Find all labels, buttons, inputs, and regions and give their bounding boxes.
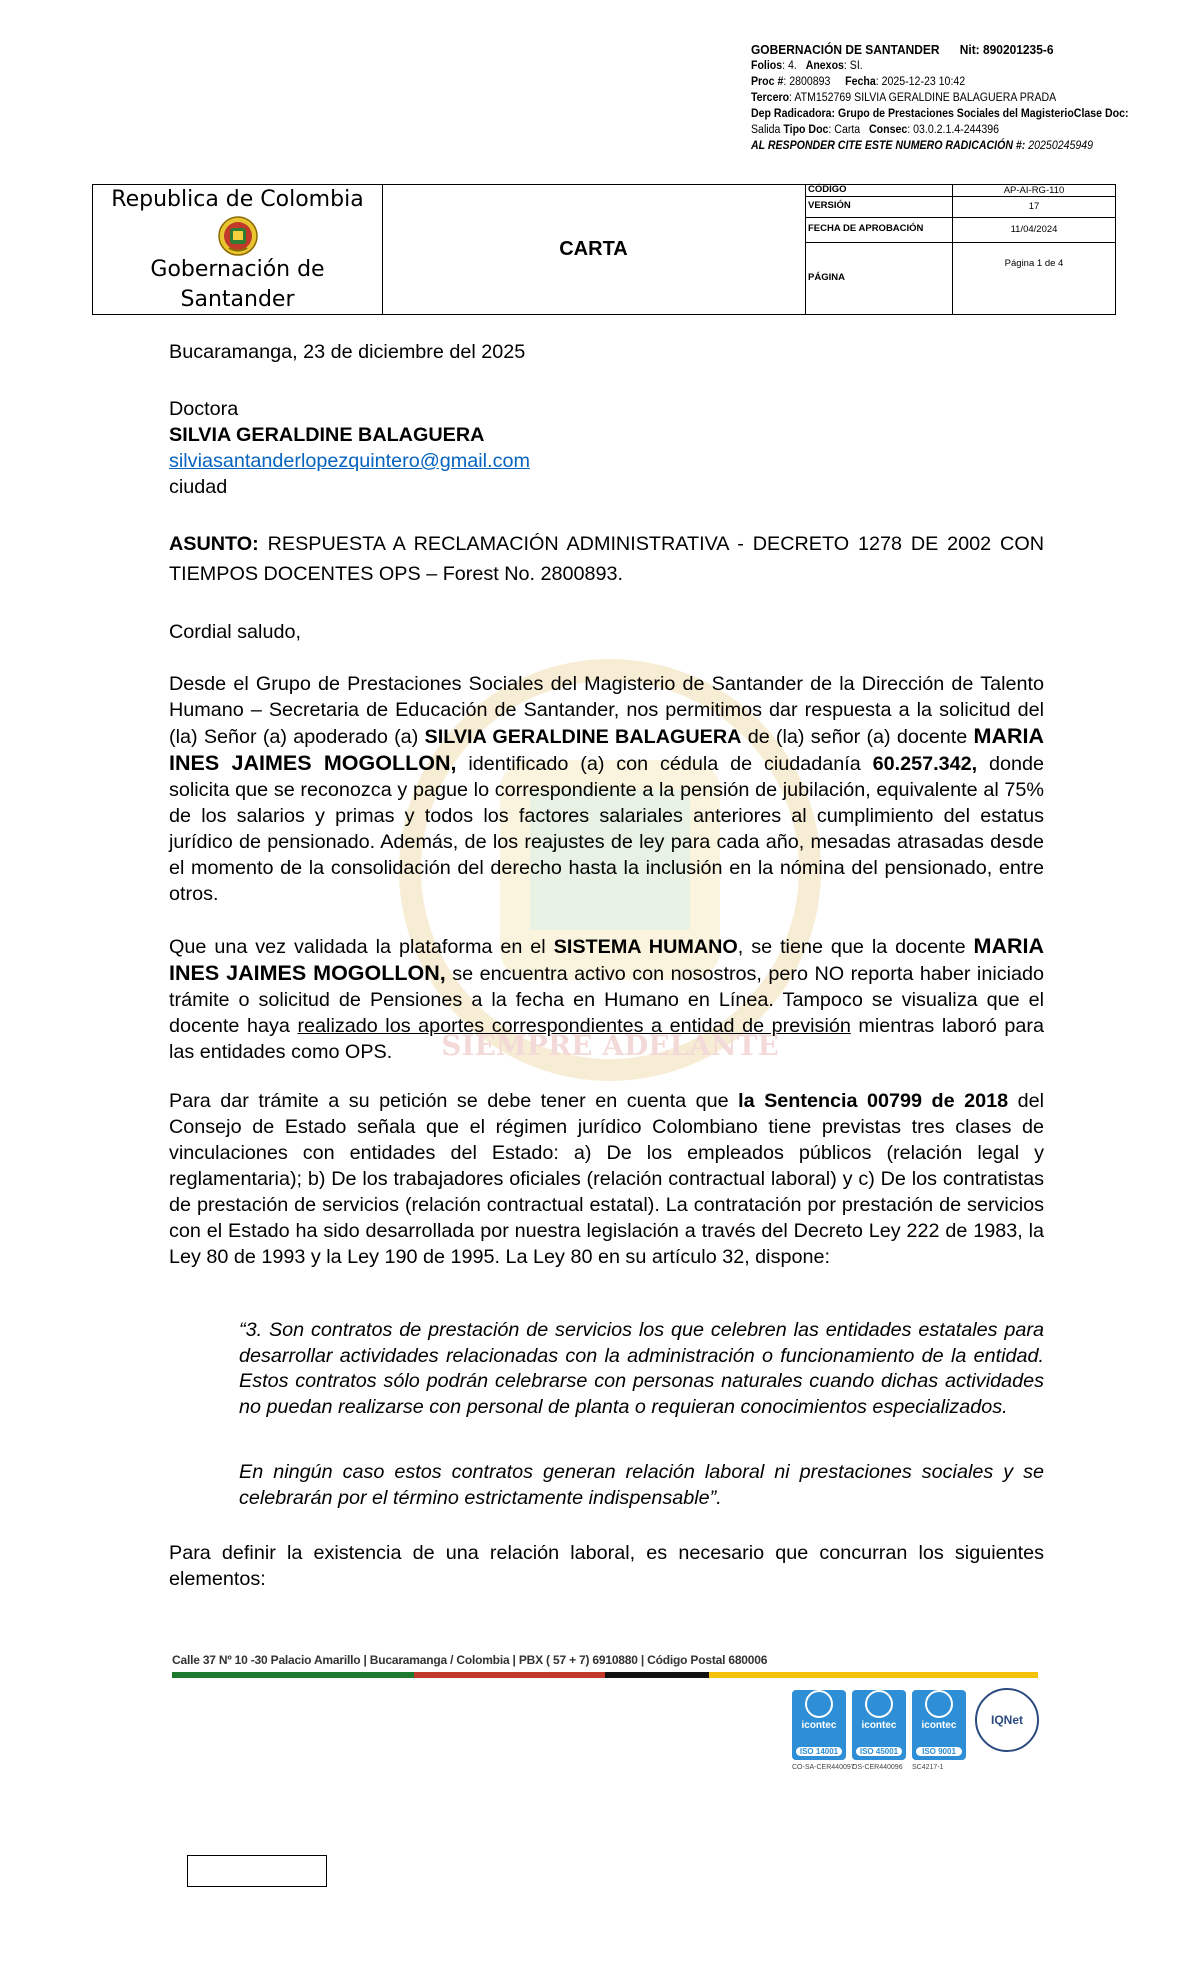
consec-label: Consec (869, 124, 908, 136)
consec-value: 03.0.2.1.4-244396 (913, 124, 999, 136)
stamp-nit: Nit: 890201235-6 (959, 42, 1054, 57)
recipient-name: SILVIA GERALDINE BALAGUERA (169, 424, 485, 446)
header-meta-cell (805, 185, 1115, 314)
quote-paragraph-1: “3. Son contratos de prestación de servicios los que celebren las entidades estatales para desarrollar actividades relacionadas con la administración o funcionamiento de la entidad. Estos contratos sólo podrán celebrarse con personas naturales cuando dichas actividades no puedan realizarse con personal de planta o requieran conocimientos especializados. (239, 1319, 1044, 1418)
cert-iso45001 (852, 1684, 914, 1771)
stripe-black (605, 1672, 709, 1678)
recipient-email-link[interactable]: silviasantanderlopezquintero@gmail.com (169, 450, 530, 472)
paragraph-3 (169, 1088, 1044, 1270)
dep-value: Grupo de Prestaciones Sociales del MagisterioClase Doc: (838, 108, 1129, 120)
p3-sentencia: la Sentencia 00799 de 2018 (738, 1090, 1009, 1112)
coat-of-arms-icon (217, 215, 259, 257)
cite-label: AL RESPONDER CITE ESTE NUMERO RADICACIÓN #: (751, 140, 1026, 152)
subject-paragraph (169, 529, 1044, 589)
pagina-label: PÁGINA (808, 272, 845, 283)
p2-underlined: realizado los aportes correspondientes a entidad de previsión (297, 1015, 851, 1037)
cert-iso9001 (912, 1684, 974, 1771)
paragraph-1 (169, 671, 1044, 907)
p2-text-g: mientras laboró para las entidades como OPS. (169, 1015, 1045, 1063)
iqnet-logo-icon: IQNet (975, 1688, 1039, 1752)
tercero-value: ATM152769 SILVIA GERALDINE BALAGUERA PRADA (794, 92, 1057, 104)
p2-text-c: , se tiene que la docente (737, 936, 966, 958)
p1-docente: MARIA INES JAIMES MOGOLLON, (169, 724, 1045, 775)
p2-text-e: se encuentra activo con nosostros, pero NO reporta haber iniciado trámite o solicitud de Pensiones a la fecha en Humano en Línea. Tampoco se visualiza que el docente haya (169, 963, 1045, 1037)
paragraph-4: Para definir la existencia de una relación laboral, es necesario que concurran los siguientes elementos: (169, 1542, 1044, 1590)
recipient-title: Doctora (169, 398, 239, 420)
quote-paragraph-2: En ningún caso estos contratos generan relación laboral ni prestaciones sociales y se celebrarán por el término estrictamente indispensable”. (239, 1461, 1044, 1509)
p3-text-c: del Consejo de Estado señala que el régimen jurídico Colombiano tiene previstas tres clases de vinculaciones con entidades del Estado: a) De los empleados públicos (relación legal y reglamentaria); b) De los trabajadores oficiales (relación contractual laboral) y c) De los contratistas de prestación de servicios (relación contractual estatal). La contratación por prestación de servicios con el Estado ha sido desarrollada por nuestra legislación a través del Decreto Ley 222 de 1983, la Ley 80 de 1993 y la Ley 190 de 1995. La Ley 80 en su artículo 32, dispone: (169, 1090, 1045, 1268)
tercero-label: Tercero (751, 92, 790, 104)
tipo-label: Tipo Doc (783, 124, 829, 136)
footer-address: Calle 37 Nº 10 -30 Palacio Amarillo | Bucaramanga / Colombia | PBX ( 57 + 7) 6910880 | Código Postal 680006 (172, 1653, 768, 1667)
subject-text: RESPUESTA A RECLAMACIÓN ADMINISTRATIVA - DECRETO 1278 DE 2002 CON TIEMPOS DOCENTES OPS – Forest No. 2800893. (169, 533, 1044, 585)
icontec-logo-icon (792, 1690, 846, 1760)
icontec-logo-icon (852, 1690, 906, 1760)
greeting: Cordial saludo, (169, 621, 301, 643)
country-name: Republica de Colombia (111, 187, 364, 212)
cert-iso: ISO 45001 (856, 1747, 902, 1756)
fecha-value: 2025-12-23 10:42 (881, 76, 966, 88)
cert-iso: ISO 9001 (916, 1747, 962, 1756)
footer-color-stripe (172, 1672, 1038, 1678)
salida-value: Salida (751, 124, 781, 136)
fecha-aprobacion-label: FECHA DE APROBACIÓN (808, 223, 924, 234)
p1-text-g: donde solicita que se reconozca y pague lo correspondiente a la pensión de jubilación, equivalente al 75% de los salarios y primas y todos los factores salariales anteriores al cumplimiento del estatus jurídico de pensionado. Además, de los reajustes de ley para cada año, mesadas atrasadas desde el momento de la consolidación del derecho hasta la inclusión en la nómina del pensionado, entre otros. (169, 753, 1045, 905)
codigo-label: CÓDIGO (808, 184, 847, 195)
recipient-block (169, 396, 1044, 500)
empty-box (187, 1855, 327, 1887)
p1-text-e: identificado (a) con cédula de ciudadanía (468, 753, 861, 775)
recipient-city: ciudad (169, 476, 228, 498)
p1-text-a: Desde el Grupo de Prestaciones Sociales del Magisterio de Santander de la Dirección de Talento Humano – Secretaria de Educación de Santander, nos permitimos dar respuesta a la solicitud del (la) Señor (a) apoderado (a) (169, 673, 1044, 748)
cert-brand: icontec (801, 1720, 837, 1731)
fecha-aprobacion-value: 11/04/2024 (952, 217, 1115, 242)
p3-text-a: Para dar trámite a su petición se debe tener en cuenta que (169, 1090, 729, 1112)
proc-label: Proc # (751, 76, 784, 88)
stripe-green (172, 1672, 414, 1678)
radication-stamp: GOBERNACIÓN DE SANTANDER Nit: 890201235-6 Folios: 4. Anexos: SI. Proc #: 2800893 Fecha: 2025-12-23 10:42 Tercero: ATM152769 SILVIA GERALDINE BALAGUERA PRADA Dep Radicadora: Grupo de Prestaciones Sociales del MagisterioClase Doc: Salida Tipo Doc: Carta Consec: 03.0.2.1.4-244396 AL RESPONDER CITE ESTE NUMERO RADICACIÓN #: 20250245949 (751, 42, 1129, 152)
cert-brand: icontec (861, 1720, 897, 1731)
codigo-value: AP-AI-RG-110 (952, 185, 1115, 196)
government-name: Gobernación de Santander (150, 257, 325, 312)
stripe-red (414, 1672, 605, 1678)
cert-brand: icontec (921, 1720, 957, 1731)
proc-value: 2800893 (789, 76, 831, 88)
p1-apoderado: SILVIA GERALDINE BALAGUERA (424, 726, 742, 748)
p2-docente: MARIA INES JAIMES MOGOLLON, (169, 934, 1044, 985)
dep-label: Dep Radicadora: (751, 108, 836, 120)
header-entity-cell (93, 185, 383, 314)
pagina-value: Página 1 de 4 (952, 242, 1115, 314)
cert-iso: ISO 14001 (796, 1747, 842, 1756)
cert-code: OS-CER440096 (852, 1764, 903, 1771)
folios-label: Folios (751, 60, 783, 72)
stripe-yellow (709, 1672, 1038, 1678)
folios-value: 4. (788, 60, 797, 72)
watermark-motto: SIEMPRE ADELANTE (441, 1029, 779, 1062)
fecha-label: Fecha (845, 76, 876, 88)
document-type: CARTA (382, 185, 806, 314)
cert-code: CO-SA-CER440097 (792, 1764, 855, 1771)
p1-text-c: de (la) señor (a) docente (747, 726, 968, 748)
anexos-value: SI. (849, 60, 863, 72)
cert-iso14001 (792, 1684, 854, 1771)
cite-value: 20250245949 (1028, 140, 1094, 152)
tipo-value: Carta (834, 124, 861, 136)
p2-sistema: SISTEMA HUMANO (553, 936, 738, 958)
version-value: 17 (952, 196, 1115, 217)
paragraph-2 (169, 933, 1044, 1065)
cert-code: SC4217-1 (912, 1764, 944, 1771)
anexos-label: Anexos (805, 60, 844, 72)
date-line: Bucaramanga, 23 de diciembre del 2025 (169, 341, 526, 363)
version-label: VERSIÓN (808, 200, 851, 211)
icontec-logo-icon (912, 1690, 966, 1760)
p1-cedula: 60.257.342, (872, 753, 978, 775)
stamp-entity: GOBERNACIÓN DE SANTANDER (751, 42, 940, 57)
subject-label: ASUNTO: (169, 533, 259, 555)
document-header-table (92, 184, 1116, 315)
p2-text-a: Que una vez validada la plataforma en el (169, 936, 546, 958)
